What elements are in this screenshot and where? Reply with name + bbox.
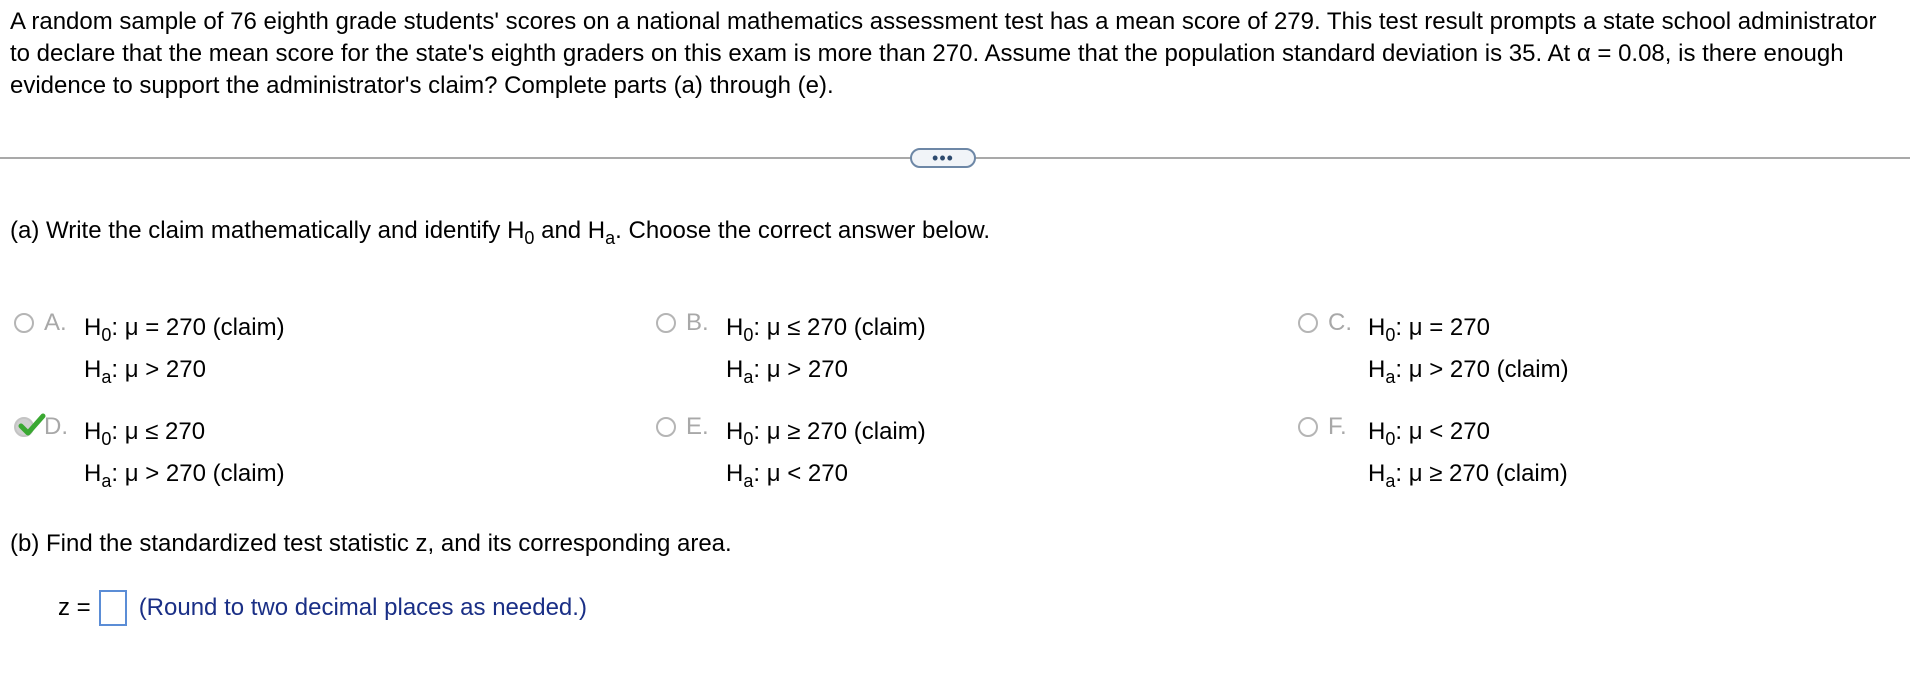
part-b-prompt: (b) Find the standardized test statistic z, and its corresponding area. (10, 530, 732, 557)
option-d-h0: $H_0$: μ ≤ 270 (84, 418, 206, 449)
part-a-sub-a: a (605, 228, 616, 248)
option-c-letter: C. (1328, 309, 1352, 336)
option-b-h0: $H_0$: μ ≤ 270 (claim) (726, 314, 926, 345)
checkmark-icon (18, 413, 46, 437)
option-a-h0: $H_0$: μ = 270 (claim) (84, 314, 285, 345)
part-a-mid: and H (534, 217, 606, 244)
option-b-letter: B. (686, 309, 709, 336)
option-e-radio[interactable] (656, 417, 676, 437)
part-a-prompt (10, 215, 990, 247)
option-a-ha: $H_a$: μ > 270 (84, 356, 206, 387)
option-f-radio[interactable] (1298, 417, 1318, 437)
part-a-sub0: 0 (524, 228, 535, 248)
option-b-ha: $H_a$: μ > 270 (726, 356, 848, 387)
z-label: z = (58, 594, 91, 621)
option-c-ha: $H_a$: μ > 270 (claim) (1368, 356, 1569, 387)
option-b-radio[interactable] (656, 313, 676, 333)
option-b[interactable] (656, 307, 926, 391)
option-f[interactable] (1298, 411, 1568, 495)
option-e-letter: E. (686, 413, 709, 440)
option-e-h0: $H_0$: μ ≥ 270 (claim) (726, 418, 926, 449)
z-input[interactable] (99, 590, 127, 626)
option-d-radio[interactable] (14, 417, 34, 437)
option-e[interactable] (656, 411, 926, 495)
option-a-letter: A. (44, 309, 67, 336)
option-d-ha: $H_a$: μ > 270 (claim) (84, 460, 285, 491)
rounding-note: (Round to two decimal places as needed.) (138, 594, 587, 621)
question-text: A random sample of 76 eighth grade students' scores on a national mathematics assessment test has a mean score of 279. This test result prompts a state school administrator to declare that the mean score for the state's eighth graders on this exam is more than 270. Assume that the population standard deviation is 35. At α = 0.08, is there enough evidence to support the administrator's claim? Complete parts (a) through (e). (10, 8, 1877, 99)
option-f-h0: $H_0$: μ < 270 (1368, 418, 1490, 449)
option-c-h0: $H_0$: μ = 270 (1368, 314, 1490, 345)
option-c-radio[interactable] (1298, 313, 1318, 333)
option-a[interactable] (14, 307, 285, 391)
option-c[interactable] (1298, 307, 1569, 391)
option-a-radio[interactable] (14, 313, 34, 333)
option-f-ha: $H_a$: μ ≥ 270 (claim) (1368, 460, 1568, 491)
part-a-prefix: (a) Write the claim mathematically and identify H (10, 217, 525, 244)
option-d-letter: D. (44, 413, 68, 440)
expand-more-button[interactable]: ••• (910, 148, 976, 168)
option-f-letter: F. (1328, 413, 1347, 440)
option-e-ha: $H_a$: μ < 270 (726, 460, 848, 491)
z-answer-row (58, 590, 587, 626)
option-d[interactable] (14, 411, 285, 495)
part-a-suffix: . Choose the correct answer below. (615, 217, 991, 244)
